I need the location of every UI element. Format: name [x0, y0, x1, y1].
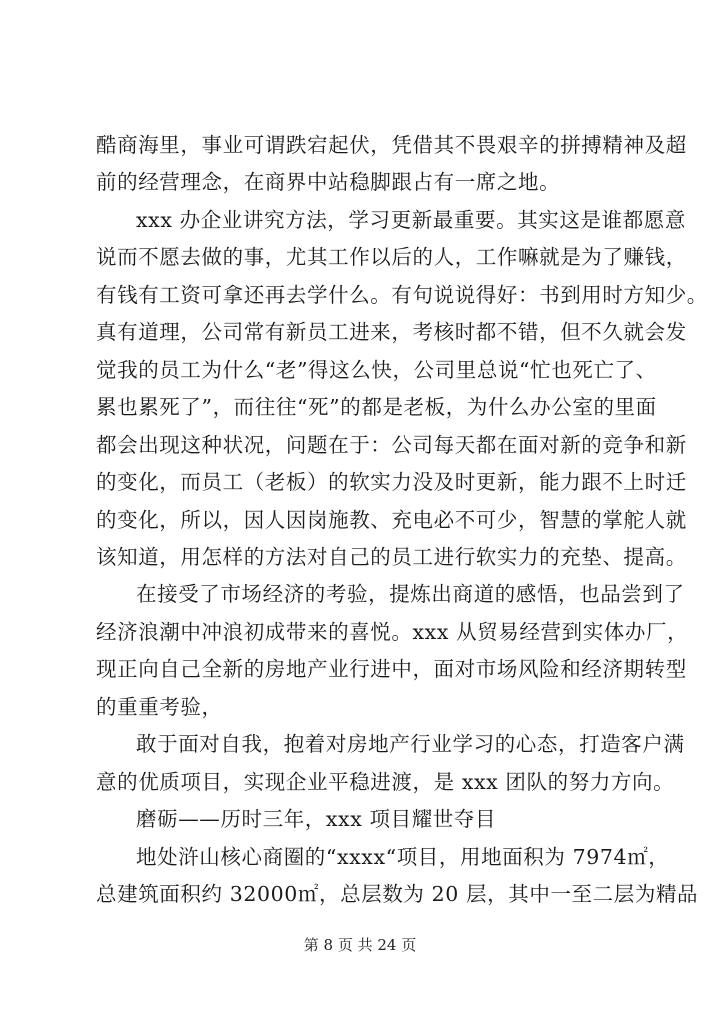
text-line: xxx 办企业讲究方法，学习更新最重要。其实这是谁都愿意 [136, 208, 686, 232]
text-line: 真有道理，公司常有新员工进来，考核时都不错，但不久就会发 [96, 320, 687, 344]
text-line: 该知道，用怎样的方法对自己的员工进行软实力的充垫、提高。 [96, 545, 687, 569]
text-line: 有钱有工资可拿还再去学什么。有句说说得好：书到用时方知少。 [96, 283, 708, 307]
text-line: 在接受了市场经济的考验，提炼出商道的感悟，也品尝到了 [136, 582, 685, 606]
text-line: 地处浒山核心商圈的“xxxx“项目，用地面积为 7974㎡， [136, 845, 670, 869]
text-line: 敢于面对自我，抱着对房地产行业学习的心态，打造客户满 [136, 732, 685, 756]
section-heading: 磨砺——历时三年，xxx 项目耀世夺目 [136, 807, 497, 831]
text-line: 意的优质项目，实现企业平稳进渡，是 xxx 团队的努力方向。 [96, 770, 675, 794]
text-line: 的重重考验， [96, 695, 223, 719]
text-line: 现正向自己全新的房地产业行进中，面对市场风险和经济期转型 [96, 657, 687, 681]
text-line: 酷商海里，事业可谓跌宕起伏，凭借其不畏艰辛的拼搏精神及超 [96, 133, 687, 157]
text-line: 经济浪潮中冲浪初成带来的喜悦。xxx 从贸易经营到实体办厂， [96, 620, 689, 644]
text-line: 的变化，而员工（老板）的软实力没及时更新，能力跟不上时迁 [96, 470, 687, 494]
text-line: 说而不愿去做的事，尤其工作以后的人，工作嘛就是为了赚钱， [96, 245, 687, 269]
page-number-footer: 第 8 页 共 24 页 [303, 936, 417, 954]
text-line: 前的经营理念，在商界中站稳脚跟占有一席之地。 [96, 170, 561, 194]
text-line: 觉我的员工为什么“老”得这么快，公司里总说“忙也死亡了、 [96, 358, 657, 382]
text-line: 都会出现这种状况，问题在于：公司每天都在面对新的竞争和新 [96, 433, 687, 457]
text-line: 总建筑面积约 32000㎡，总层数为 20 层，其中一至二层为精品 [96, 882, 699, 906]
text-line: 的变化，所以，因人因岗施教、充电必不可少，智慧的掌舵人就 [96, 508, 687, 532]
text-line: 累也累死了”，而往往“死”的都是老板，为什么办公室的里面 [96, 395, 657, 419]
